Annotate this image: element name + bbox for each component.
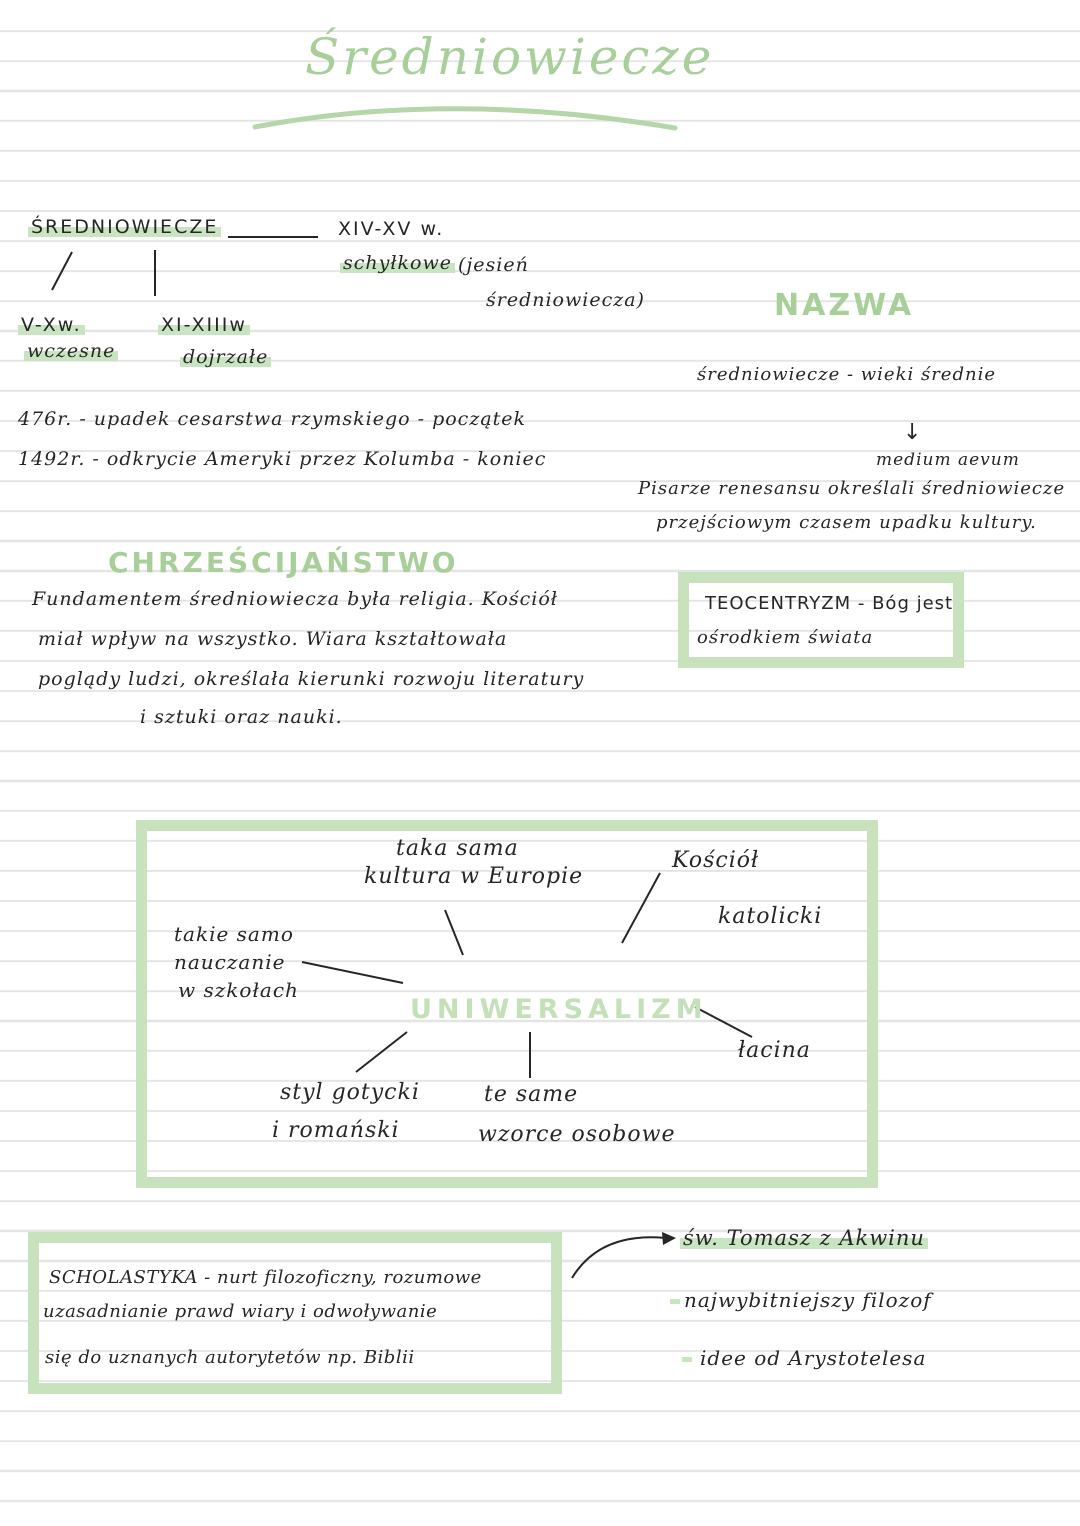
nazwa-latin: medium aevum <box>876 450 1020 470</box>
date-end: 1492r. - odkrycie Ameryki przez Kolumba - koniec <box>18 448 547 470</box>
bullet-dash <box>670 1299 680 1304</box>
chrzescijanstwo-line-1: Fundamentem średniowiecza była religia. Kościół <box>32 588 558 610</box>
chrzescijanstwo-heading: CHRZEŚCIJAŃSTWO <box>108 546 459 579</box>
wzorce-line-2: wzorce osobowe <box>478 1122 676 1147</box>
teocentryzm-line-1: TEOCENTRYZM - Bóg jest <box>705 593 954 614</box>
tomasz-name: św. Tomasz z Akwinu <box>680 1226 928 1250</box>
scholastyka-line-2: uzasadnianie prawd wiary i odwoływanie <box>43 1301 438 1322</box>
chrzescijanstwo-line-2: miał wpływ na wszystko. Wiara kształtowała <box>38 628 508 650</box>
period-late-range: XIV-XV w. <box>338 218 445 240</box>
styl-line-2: i romański <box>272 1118 400 1143</box>
kosciol-line-2: katolicki <box>718 904 823 929</box>
nazwa-desc-2: przejściowym czasem upadku kultury. <box>656 512 1037 533</box>
scholastyka-line-3: się do uznanych autorytetów np. Biblii <box>45 1347 415 1368</box>
chrzescijanstwo-line-3: poglądy ludzi, określała kierunki rozwoju literatury <box>38 668 585 690</box>
period-main: ŚREDNIOWIECZE <box>28 216 221 238</box>
scholastyka-line-1: SCHOLASTYKA - nurt filozoficzny, rozumowe <box>49 1267 482 1288</box>
kultura-line-1: taka sama <box>396 836 519 861</box>
scholastyka-box <box>28 1232 562 1394</box>
nauczanie-line-1: takie samo <box>174 922 294 946</box>
period-mature-label: dojrzałe <box>180 346 271 368</box>
kosciol-line-1: Kościół <box>672 848 760 873</box>
uniwersalizm-center: UNIWERSALIZM <box>410 994 708 1025</box>
page-title: Średniowiecze <box>305 28 715 86</box>
nauczanie-line-2: nauczanie <box>174 950 286 974</box>
styl-line-1: styl gotycki <box>280 1080 420 1105</box>
tomasz-point-1: najwybitniejszy filozof <box>670 1288 932 1312</box>
early-branch <box>52 252 72 290</box>
nazwa-heading: NAZWA <box>774 288 915 323</box>
nazwa-line1: średniowiecze - wieki średnie <box>697 364 996 385</box>
teocentryzm-box <box>678 572 964 668</box>
period-late-label: schyłkowe <box>340 252 455 274</box>
period-early-label: wczesne <box>24 340 118 362</box>
period-late-note-1: (jesień <box>458 254 529 276</box>
nauczanie-line-3: w szkołach <box>178 978 299 1002</box>
wzorce-line-1: te same <box>484 1082 579 1107</box>
down-arrow-icon: ↓ <box>903 420 922 445</box>
period-mature-range: XI-XIIIw <box>158 314 250 336</box>
tomasz-point-2: idee od Arystotelesa <box>682 1346 926 1370</box>
bullet-dash <box>682 1357 692 1362</box>
arrow-to-tomasz <box>572 1237 665 1278</box>
period-early-range: V-Xw. <box>18 314 85 336</box>
period-late-note-2: średniowiecza) <box>486 289 645 311</box>
kultura-line-2: kultura w Europie <box>364 864 584 889</box>
title-underline <box>255 109 675 128</box>
chrzescijanstwo-line-4: i sztuki oraz nauki. <box>140 706 343 728</box>
arrow-head <box>662 1232 676 1245</box>
teocentryzm-line-2: ośrodkiem świata <box>697 627 874 648</box>
nazwa-desc-1: Pisarze renesansu określali średniowiecze <box>638 478 1066 499</box>
date-start: 476r. - upadek cesarstwa rzymskiego - początek <box>18 408 527 430</box>
lacina-label: łacina <box>738 1038 811 1063</box>
